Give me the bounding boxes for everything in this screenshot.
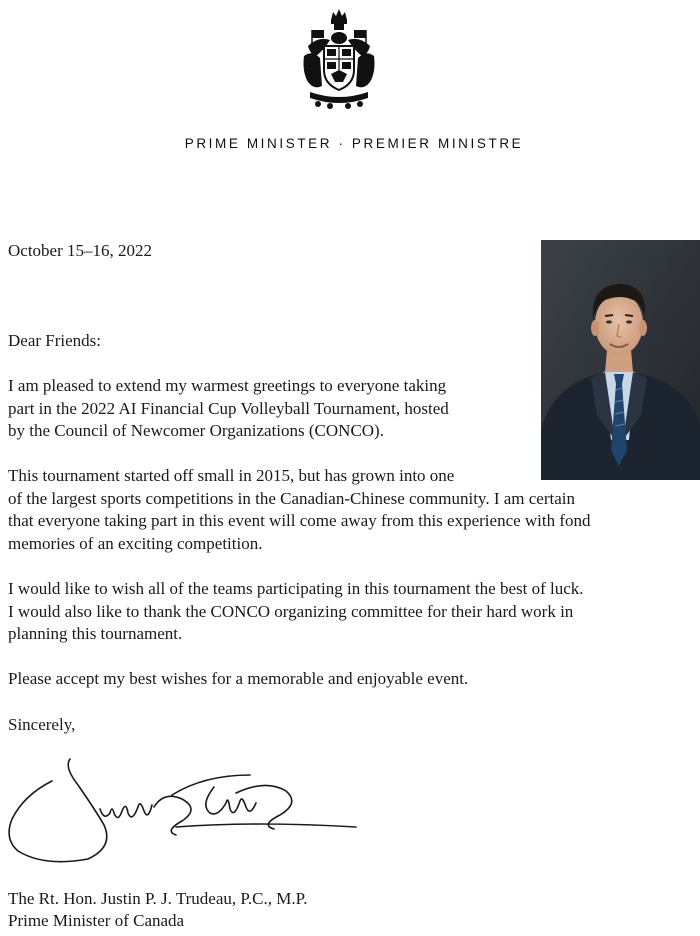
paragraph-history [8, 465, 591, 555]
signer-block [8, 888, 307, 932]
paragraph-greetings [8, 375, 449, 443]
paragraph-line: Please accept my best wishes for a memorable and enjoyable event. [8, 669, 469, 688]
paragraph-line: part in the 2022 AI Financial Cup Volleyball Tournament, hosted [8, 398, 449, 418]
salutation: Dear Friends: [8, 331, 102, 350]
paragraph-line: by the Council of Newcomer Organizations (CONCO). [8, 421, 384, 440]
handwritten-signature-icon [4, 755, 364, 867]
office-title: PRIME MINISTER · PREMIER MINISTRE [184, 136, 524, 151]
coat-of-arms-icon [298, 6, 380, 110]
paragraph-line: that everyone taking part in this event will come away from this experience with fond [8, 511, 591, 530]
portrait-photo [541, 240, 700, 480]
paragraph-line: I would like to wish all of the teams participating in this tournament the best of luck. [8, 579, 584, 598]
paragraph-line: I am pleased to extend my warmest greetings to everyone taking [8, 376, 447, 395]
signer-name: The Rt. Hon. Justin P. J. Trudeau, P.C., M.P. [8, 889, 308, 908]
closing: Sincerely, [8, 715, 76, 734]
paragraph-line: of the largest sports competitions in the Canadian-Chinese community. I am certain [8, 488, 576, 508]
paragraph-thanks [8, 578, 584, 646]
letter-date: October 15–16, 2022 [8, 241, 153, 260]
signer-title: Prime Minister of Canada [8, 911, 185, 930]
paragraph-line: memories of an exciting competition. [8, 533, 263, 553]
paragraph-wishes [8, 668, 468, 691]
paragraph-line: This tournament started off small in 2015, but has grown into one [8, 466, 455, 485]
paragraph-line: I would also like to thank the CONCO organizing committee for their hard work in [8, 601, 574, 621]
paragraph-line: planning this tournament. [8, 624, 183, 643]
